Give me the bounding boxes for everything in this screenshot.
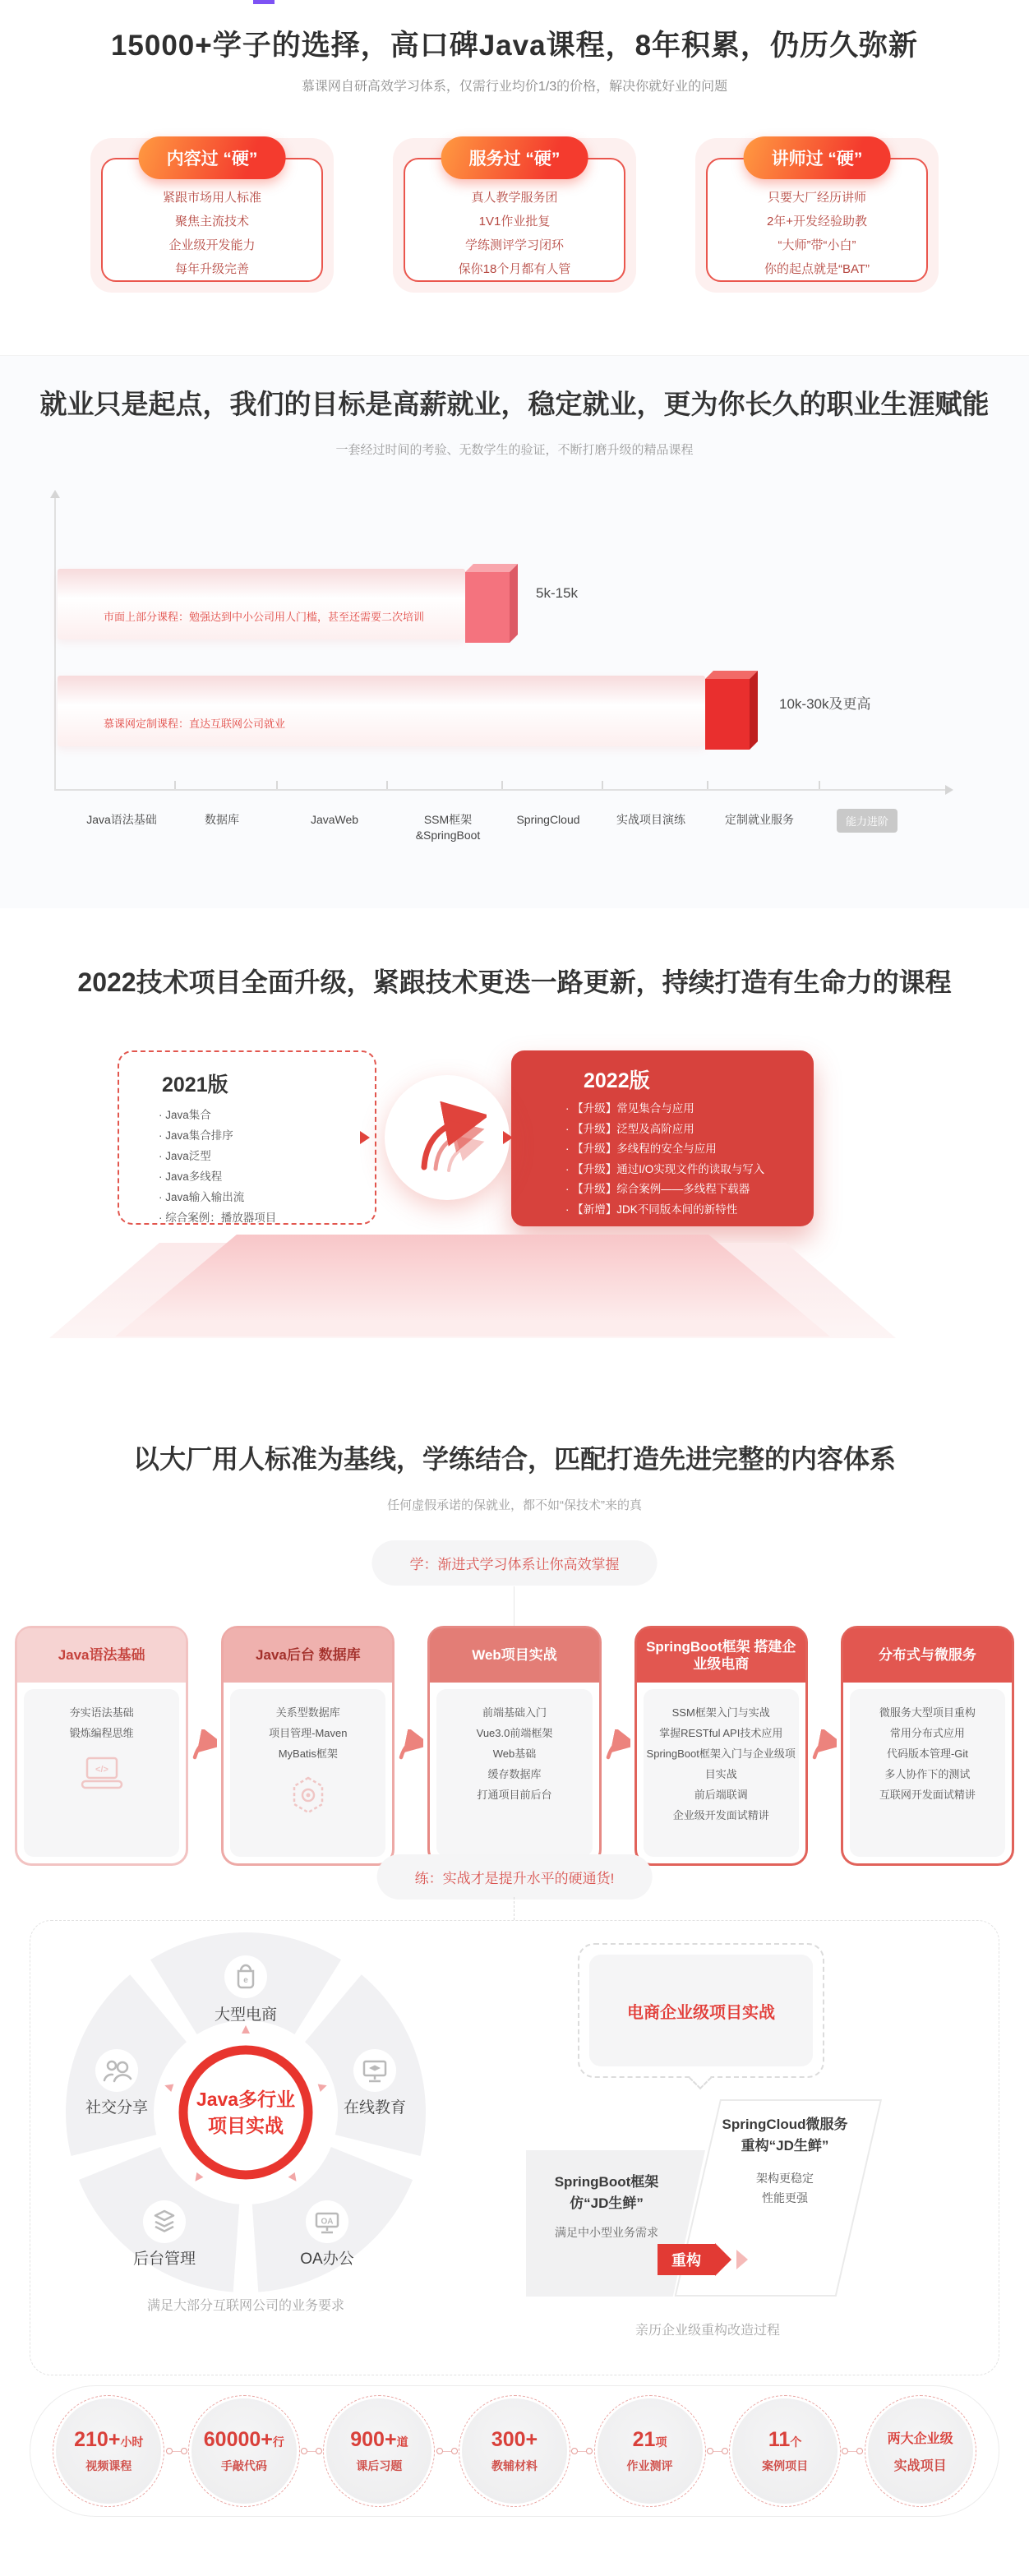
wheel-segment-label: 后台管理 bbox=[132, 2251, 196, 2268]
version-2021-box bbox=[118, 1050, 376, 1225]
flow-arrow-icon bbox=[812, 1729, 837, 1762]
chart-x-axis bbox=[54, 789, 947, 791]
path-card-body bbox=[24, 1689, 179, 1857]
hero-card-item: 2年+开发经验助教 bbox=[766, 215, 868, 229]
stats-strip bbox=[30, 2385, 999, 2517]
outward-triangle-icon bbox=[318, 2081, 329, 2092]
path-card-body bbox=[436, 1689, 592, 1857]
list-item: · Java集合排序 bbox=[159, 1125, 375, 1146]
salary-bar-imooc bbox=[58, 676, 705, 746]
stat-label: 视频课程 bbox=[85, 2459, 132, 2472]
hero-card-item: “大师”带“小白” bbox=[778, 238, 856, 252]
upgrade-swoosh-icon bbox=[408, 1098, 487, 1177]
path-card-item: 缓存数据库 bbox=[487, 1768, 542, 1780]
layers-icon bbox=[143, 2200, 186, 2243]
axis-tick bbox=[707, 781, 708, 789]
springcloud-note-line: 性能更强 bbox=[762, 2191, 808, 2204]
stat-unit: 小时 bbox=[120, 2435, 144, 2449]
salary-section-subtitle: 一套经过时间的考验、无数学生的验证，不断打磨升级的精品课程 bbox=[335, 443, 694, 457]
stat-number: 两大企业级 bbox=[887, 2432, 953, 2446]
list-item: · 综合案例：播放器项目 bbox=[159, 1207, 375, 1228]
path-card-item: 前后端联调 bbox=[694, 1789, 748, 1801]
stage-shape-front bbox=[115, 1235, 830, 1336]
path-card-web-project bbox=[427, 1626, 601, 1866]
springcloud-title-line: SpringCloud微服务 bbox=[722, 2117, 848, 2132]
path-card-item: 微服务大型项目重构 bbox=[879, 1706, 976, 1719]
springcloud-title-line: 重构“JD生鲜” bbox=[741, 2138, 829, 2154]
svg-text:</>: </> bbox=[95, 1765, 108, 1775]
list-item: · 【升级】泛型及高阶应用 bbox=[565, 1119, 814, 1140]
stat-label: 案例项目 bbox=[762, 2459, 809, 2472]
hero-card-item: 1V1作业批复 bbox=[478, 215, 551, 229]
path-card-microservice bbox=[841, 1626, 1014, 1866]
path-card-springboot bbox=[634, 1626, 808, 1866]
axis-tick bbox=[501, 781, 503, 789]
stat-number: 900+ bbox=[350, 2428, 397, 2451]
oa-office-icon bbox=[306, 2200, 348, 2243]
path-card-title: Java语法基础 bbox=[17, 1628, 186, 1683]
code-laptop-icon bbox=[81, 1755, 123, 1791]
path-card-item: Web基础 bbox=[492, 1747, 537, 1760]
path-card-item: 企业级开发面试精讲 bbox=[672, 1809, 769, 1821]
hero-cards-row bbox=[90, 138, 939, 293]
path-card-title: Web项目实战 bbox=[430, 1628, 598, 1683]
stat-label: 作业测评 bbox=[626, 2459, 673, 2472]
stat-number: 300+ bbox=[491, 2428, 538, 2451]
arrow-right-icon bbox=[360, 1131, 370, 1144]
flow-arrow-icon bbox=[399, 1729, 423, 1762]
system-section-title: 以大厂用人标准为基线，学练结合，匹配打造先进完整的内容体系 bbox=[132, 1444, 896, 1474]
path-card-item: 锻炼编程思维 bbox=[69, 1727, 134, 1739]
list-item: · 【升级】常见集合与应用 bbox=[565, 1099, 814, 1119]
list-item: · Java多线程 bbox=[159, 1166, 375, 1187]
stat-circle bbox=[326, 2398, 431, 2504]
project-caption: 亲历企业级重构改造过程 bbox=[634, 2324, 780, 2338]
wheel-segment-label: OA办公 bbox=[300, 2251, 354, 2268]
salary-bar-cap bbox=[465, 564, 518, 643]
list-item: · Java输入输出流 bbox=[159, 1187, 375, 1207]
gear-hexagon-icon bbox=[289, 1775, 327, 1815]
path-card-item: 掌握RESTful API技术应用 bbox=[659, 1727, 783, 1739]
springcloud-text bbox=[690, 2114, 879, 2208]
stat-circle bbox=[732, 2398, 838, 2504]
path-card-item: 常用分布式应用 bbox=[889, 1727, 965, 1739]
learn-pill: 学：渐进式学习体系让你高效掌握 bbox=[372, 1540, 658, 1586]
path-card-item: MyBatis框架 bbox=[278, 1747, 338, 1760]
axis-label: SSM框架&SpringBoot bbox=[415, 813, 481, 842]
stat-unit: 项 bbox=[655, 2435, 667, 2449]
list-item: · Java泛型 bbox=[159, 1146, 375, 1166]
chart-x-axis-arrow-icon bbox=[945, 785, 953, 795]
stat-number: 11 bbox=[768, 2428, 791, 2451]
stat-link-icon bbox=[571, 2448, 593, 2454]
path-card-item: 夯实语法基础 bbox=[69, 1706, 134, 1719]
stat-circle bbox=[598, 2398, 703, 2504]
hero-card-item: 企业级开发能力 bbox=[168, 238, 256, 252]
path-card-body bbox=[644, 1689, 799, 1857]
path-card-body bbox=[850, 1689, 1005, 1857]
salary-bar-cap bbox=[705, 671, 758, 750]
stat-label: 课后习题 bbox=[356, 2459, 403, 2472]
wheel-segment-label: 大型电商 bbox=[214, 2006, 278, 2024]
version-2022-box bbox=[511, 1050, 814, 1226]
path-card-item: SpringBoot框架入门与企业级项目实战 bbox=[646, 1747, 796, 1780]
axis-tick bbox=[819, 781, 820, 789]
hero-card-item: 学练测评学习闭环 bbox=[464, 238, 564, 252]
stat-number: 210+ bbox=[74, 2428, 121, 2451]
stat-circle bbox=[462, 2398, 567, 2504]
path-card-item: 关系型数据库 bbox=[275, 1706, 340, 1719]
hero-card-item: 只要大厂经历讲师 bbox=[767, 191, 866, 205]
stat-circle bbox=[868, 2398, 973, 2504]
svg-text:OA: OA bbox=[321, 2217, 334, 2227]
path-card-java-basics bbox=[15, 1626, 188, 1866]
version-2021-list bbox=[119, 1105, 375, 1228]
outward-triangle-icon bbox=[242, 2025, 250, 2034]
wheel-center-ring bbox=[183, 2050, 308, 2175]
flow-arrow-icon bbox=[606, 1729, 630, 1762]
list-item: · Java集合 bbox=[159, 1105, 375, 1125]
wheel-segment-label: 社交分享 bbox=[85, 2099, 149, 2117]
salary-bar-label: 市面上部分课程：勉强达到中小公司用人门槛，甚至还需要二次培训 bbox=[104, 611, 425, 623]
axis-label: Java语法基础 bbox=[86, 813, 157, 826]
list-item: · 【升级】多线程的安全与应用 bbox=[565, 1139, 814, 1160]
ability-level-badge: 能力进阶 bbox=[837, 809, 897, 833]
axis-tick bbox=[276, 781, 278, 789]
stat-circle bbox=[56, 2398, 161, 2504]
version-2021-title: 2021版 bbox=[162, 1073, 228, 1096]
version-2022-list bbox=[511, 1099, 814, 1220]
wheel-segment-label: 在线教育 bbox=[343, 2099, 407, 2117]
flow-arrow-icon bbox=[192, 1729, 217, 1762]
axis-tick bbox=[602, 781, 603, 789]
hero-card-badge: 讲师过 “硬” bbox=[744, 136, 891, 179]
outward-triangle-icon bbox=[164, 2081, 174, 2092]
axis-tick bbox=[386, 781, 388, 789]
list-item: · 【新增】JDK不同版本间的新特性 bbox=[565, 1200, 814, 1221]
stat-number: 21 bbox=[632, 2428, 656, 2451]
hero-card-teacher bbox=[695, 138, 939, 293]
wheel-center-text: Java多行业 bbox=[196, 2089, 296, 2110]
chart-y-axis-arrow-icon bbox=[50, 490, 60, 498]
path-card-item: 打通项目前后台 bbox=[477, 1789, 552, 1801]
path-card-item: 多人协作下的测试 bbox=[884, 1768, 971, 1780]
hero-card-item: 聚焦主流技术 bbox=[174, 215, 249, 229]
path-cards-row bbox=[15, 1626, 1014, 1866]
stat-unit: 行 bbox=[272, 2435, 284, 2449]
springcloud-note bbox=[690, 2168, 879, 2208]
springboot-title-line: SpringBoot框架 bbox=[554, 2174, 659, 2190]
springboot-text bbox=[526, 2172, 687, 2241]
hero-card-item: 你的起点就是“BAT” bbox=[764, 262, 870, 276]
stat-unit: 道 bbox=[396, 2435, 408, 2449]
path-card-item: Vue3.0前端框架 bbox=[476, 1727, 553, 1739]
path-card-body bbox=[230, 1689, 385, 1857]
hero-card-item: 每年升级完善 bbox=[174, 262, 249, 276]
ecommerce-bag-icon bbox=[224, 1955, 267, 1998]
stat-circle bbox=[191, 2398, 297, 2504]
axis-label: 定制就业服务 bbox=[725, 813, 794, 826]
rebuild-arrow-ghost-icon bbox=[736, 2250, 748, 2269]
path-card-item: 项目管理-Maven bbox=[269, 1727, 348, 1739]
path-card-title: 分布式与微服务 bbox=[843, 1628, 1012, 1683]
hero-card-badge: 服务过 “硬” bbox=[441, 136, 588, 179]
path-card-title: SpringBoot框架 搭建企业级电商 bbox=[637, 1628, 805, 1683]
list-item: · 【升级】通过I/O实现文件的读取与写入 bbox=[565, 1160, 814, 1180]
chart-y-axis bbox=[54, 498, 56, 791]
springboot-note: 满足中小型业务需求 bbox=[555, 2226, 658, 2239]
upgrade-arrows-circle bbox=[385, 1075, 510, 1200]
springboot-title-line: 仿“JD生鲜” bbox=[570, 2195, 644, 2211]
salary-bar-label: 慕课网定制课程：直达互联网公司就业 bbox=[104, 718, 286, 730]
rebuild-arrow-badge: 重构 bbox=[658, 2244, 715, 2275]
path-card-title: Java后台 数据库 bbox=[224, 1628, 392, 1683]
online-education-icon bbox=[353, 2049, 396, 2092]
axis-label: SpringCloud bbox=[516, 813, 580, 826]
axis-label: JavaWeb bbox=[310, 813, 359, 826]
hero-card-item: 真人教学服务团 bbox=[471, 191, 558, 205]
stat-label: 手敲代码 bbox=[220, 2459, 267, 2472]
upgrade-section-title: 2022技术项目全面升级，紧跟技术更迭一路更新，持续打造有生命力的课程 bbox=[77, 967, 952, 997]
path-card-item: SSM框架入门与实战 bbox=[671, 1706, 770, 1719]
wheel-caption: 满足大部分互联网公司的业务要求 bbox=[146, 2299, 344, 2313]
path-card-item: 互联网开发面试精讲 bbox=[879, 1789, 976, 1801]
practice-pill: 练：实战才是提升水平的硬通货! bbox=[377, 1854, 653, 1900]
stat-link-icon bbox=[842, 2448, 863, 2454]
page-title: 15000+学子的选择，高口碑Java课程，8年积累，仍历久弥新 bbox=[110, 30, 919, 62]
salary-section-title: 就业只是起点，我们的目标是高薪就业，稳定就业，更为你长久的职业生涯赋能 bbox=[39, 389, 990, 419]
stat-unit: 个 bbox=[790, 2435, 802, 2449]
stat-number: 60000+ bbox=[203, 2428, 273, 2451]
axis-tick bbox=[174, 781, 176, 789]
stat-link-icon bbox=[707, 2448, 728, 2454]
stat-link-icon bbox=[301, 2448, 322, 2454]
hero-card-content bbox=[90, 138, 334, 293]
outward-triangle-icon bbox=[288, 2172, 300, 2184]
salary-bar-value: 5k-15k bbox=[536, 585, 579, 601]
path-card-item: 代码版本管理-Git bbox=[886, 1747, 968, 1760]
project-bubble-title: 电商企业级项目实战 bbox=[589, 1955, 813, 2066]
industry-wheel-diagram bbox=[32, 1899, 459, 2326]
svg-text:e: e bbox=[243, 1976, 248, 1985]
stat-link-icon bbox=[436, 2448, 458, 2454]
system-section-subtitle: 任何虚假承诺的保就业，都不如“保技术”来的真 bbox=[387, 1498, 642, 1512]
list-item: · 【升级】综合案例——多线程下载器 bbox=[565, 1180, 814, 1200]
salary-bar-market bbox=[58, 569, 465, 639]
path-card-item: 前端基础入门 bbox=[482, 1706, 547, 1719]
hero-card-badge: 内容过 “硬” bbox=[139, 136, 286, 179]
stat-label: 实战项目 bbox=[893, 2459, 947, 2473]
version-2022-title: 2022版 bbox=[584, 1069, 650, 1092]
stat-link-icon bbox=[166, 2448, 187, 2454]
outward-triangle-icon bbox=[191, 2172, 203, 2184]
axis-label: 实战项目演练 bbox=[616, 813, 685, 826]
hero-card-service bbox=[393, 138, 636, 293]
people-icon bbox=[95, 2049, 138, 2092]
hero-card-item: 保你18个月都有人管 bbox=[458, 262, 571, 276]
stat-label: 教辅材料 bbox=[491, 2459, 538, 2472]
top-accent-bar bbox=[253, 0, 275, 4]
springcloud-note-line: 架构更稳定 bbox=[756, 2172, 814, 2185]
axis-label: 数据库 bbox=[205, 813, 239, 826]
arrow-right-icon bbox=[503, 1131, 513, 1144]
path-card-database bbox=[221, 1626, 395, 1866]
hero-card-item: 紧跟市场用人标准 bbox=[162, 191, 261, 205]
wheel-center-text: 项目实战 bbox=[208, 2115, 284, 2136]
salary-bar-value: 10k-30k及更高 bbox=[779, 696, 871, 712]
page-subtitle: 慕课网自研高效学习体系，仅需行业均价1/3的价格，解决你就好业的问题 bbox=[301, 80, 728, 94]
